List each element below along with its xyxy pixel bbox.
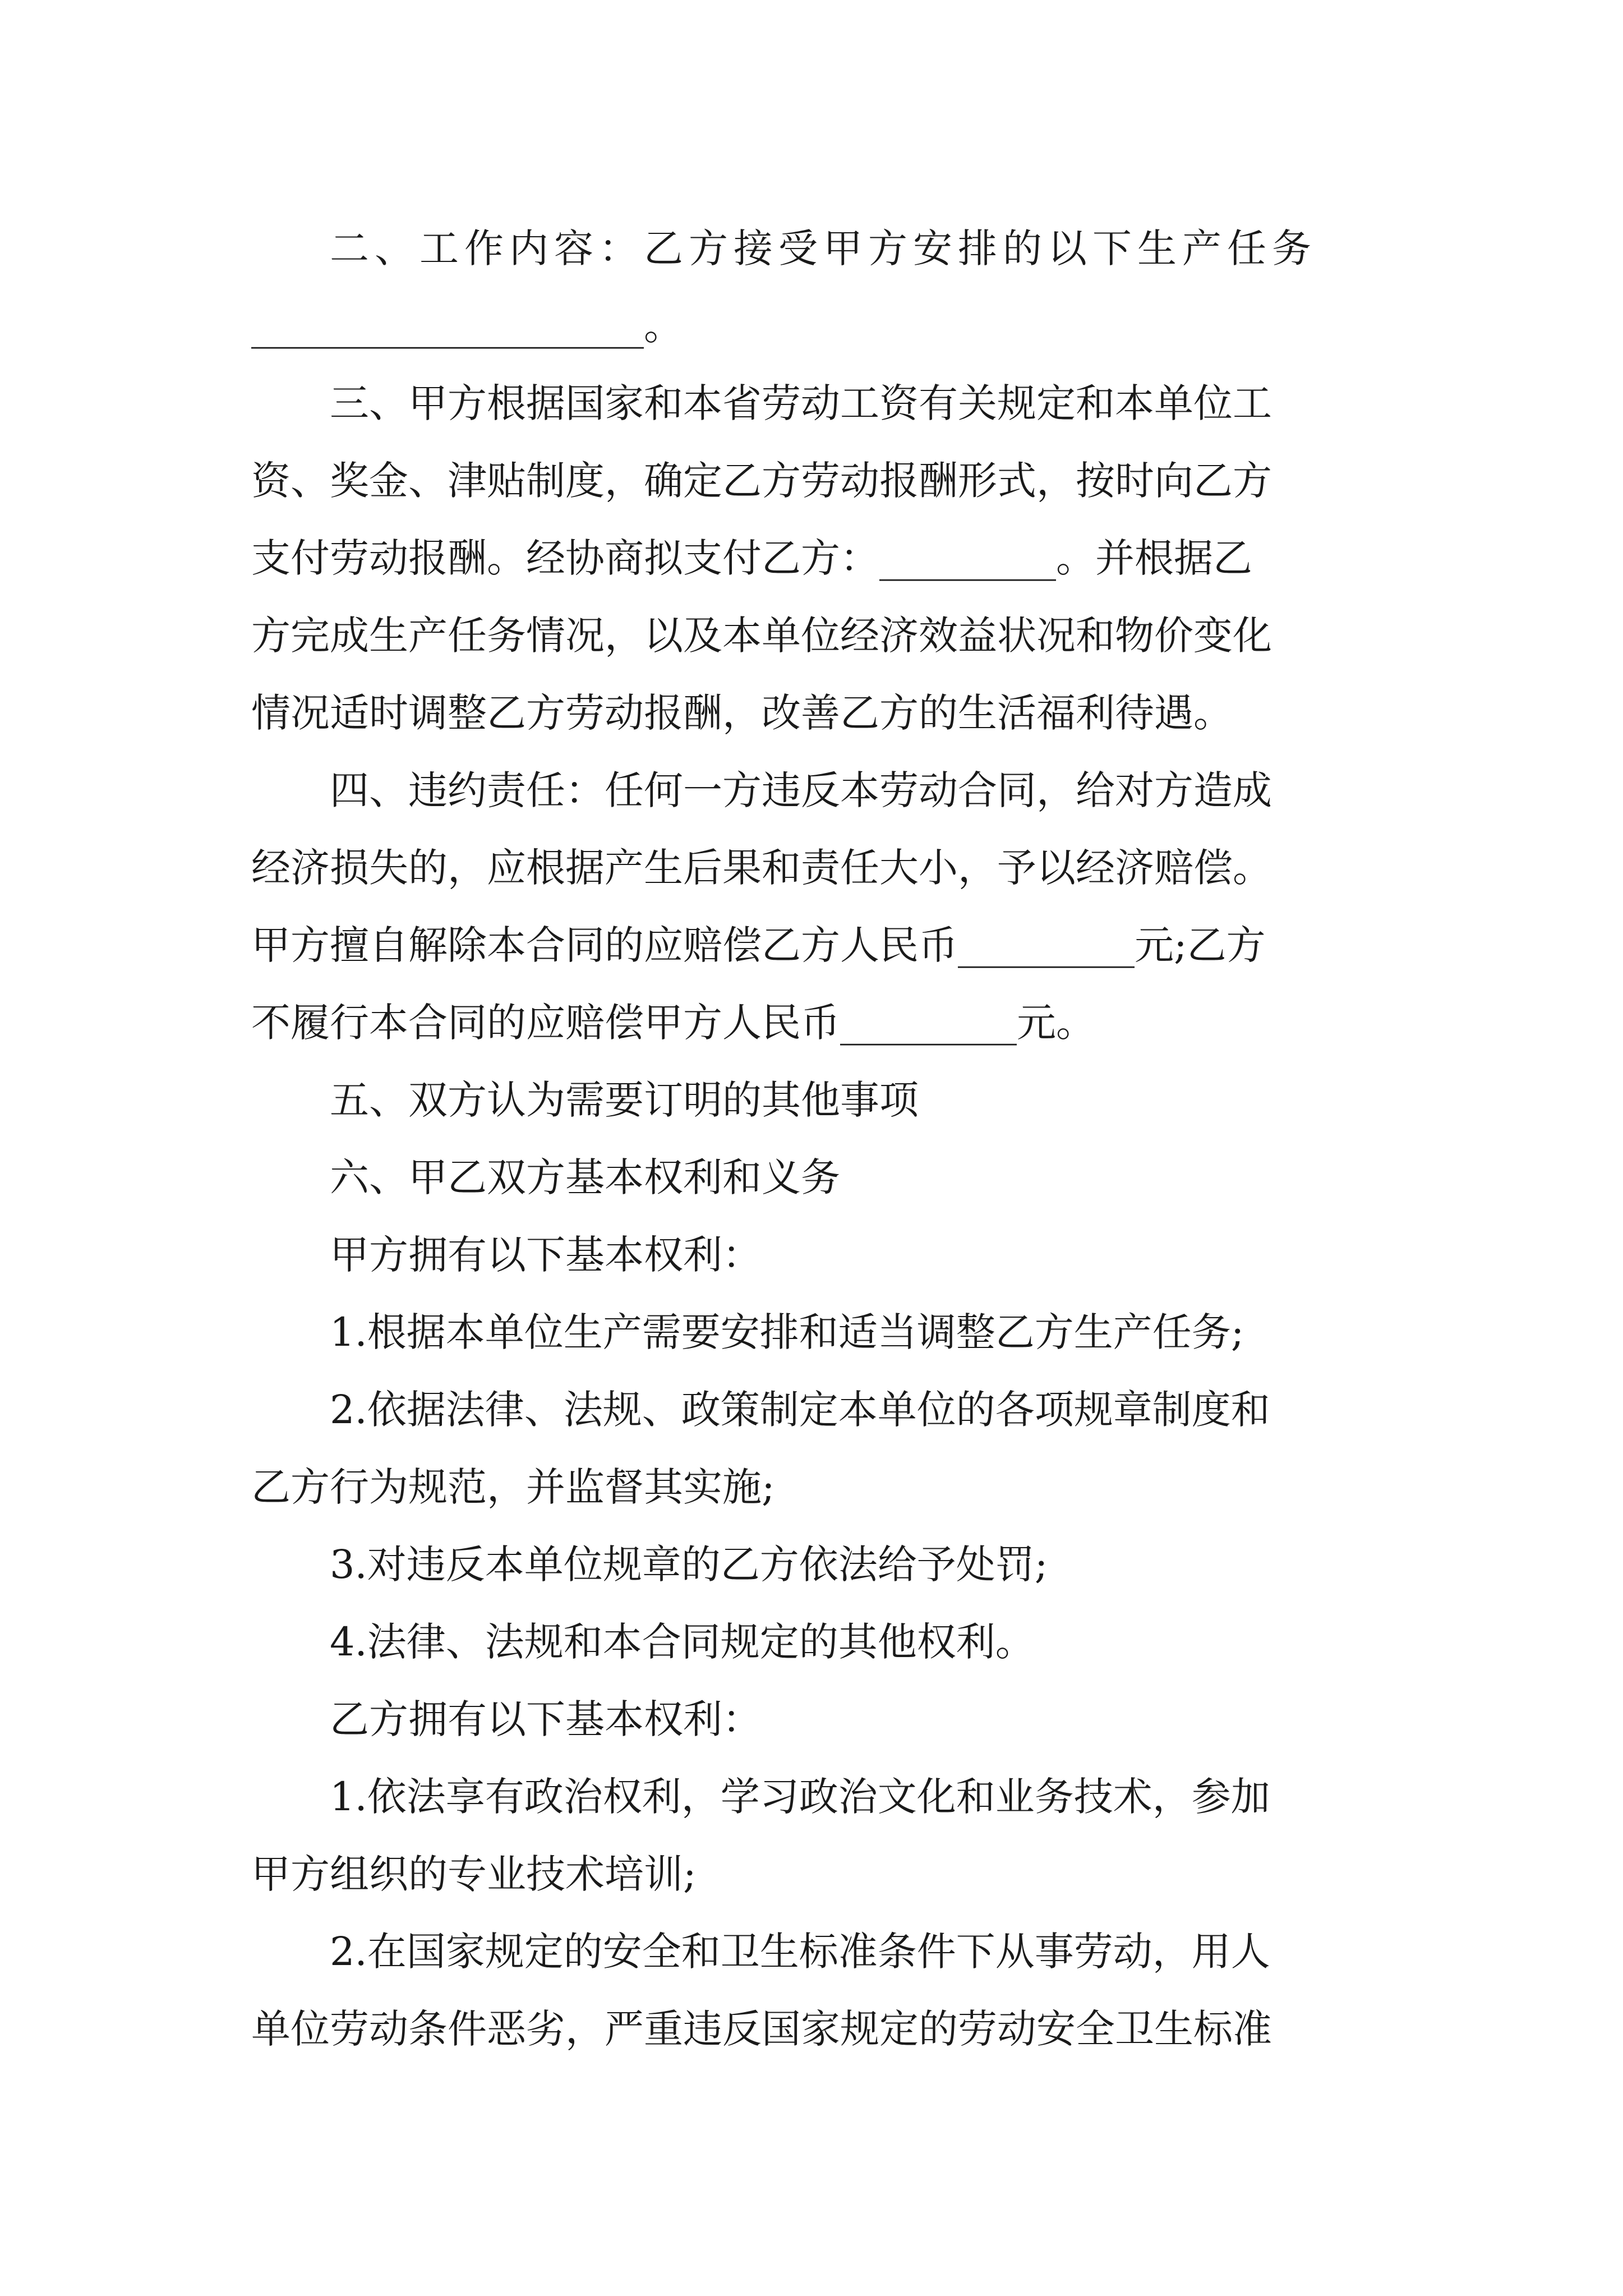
clause-5-heading: 五、双方认为需要订明的其他事项 [330, 1077, 919, 1123]
party-b-right-2-line-2: 单位劳动条件恶劣，严重违反国家规定的劳动安全卫生标准 [251, 2006, 1272, 2052]
clause-4-line-3: 甲方擅自解除本合同的应赔偿乙方人民币_________元;乙方 [251, 922, 1266, 968]
clause-4-line-1: 四、违约责任：任何一方违反本劳动合同，给对方造成 [330, 767, 1272, 813]
clause-2-work-content: 二、工作内容：乙方接受甲方安排的以下生产任务 [330, 226, 1317, 272]
party-a-right-2-line-2: 乙方行为规范，并监督其实施; [251, 1464, 775, 1510]
clause-4-line-2: 经济损失的，应根据产生后果和责任大小，予以经济赔偿。 [251, 845, 1272, 891]
clause-6-heading: 六、甲乙双方基本权利和义务 [330, 1154, 840, 1200]
party-a-right-2-line-1: 2.依据法律、法规、政策制定本单位的各项规章制度和 [330, 1387, 1270, 1433]
clause-3-line-2: 资、奖金、津贴制度，确定乙方劳动报酬形式，按时向乙方 [251, 458, 1272, 504]
clause-3-line-4: 方完成生产任务情况，以及本单位经济效益状况和物价变化 [251, 613, 1272, 659]
party-a-right-3: 3.对违反本单位规章的乙方依法给予处罚; [330, 1542, 1048, 1588]
party-b-right-1-line-1: 1.依法享有政治权利，学习政治文化和业务技术，参加 [330, 1774, 1270, 1820]
party-a-right-1: 1.根据本单位生产需要安排和适当调整乙方生产任务; [330, 1309, 1244, 1355]
clause-4-line-4: 不履行本合同的应赔偿甲方人民币_________元。 [251, 1000, 1095, 1046]
clause-3-line-1: 三、甲方根据国家和本省劳动工资有关规定和本单位工 [330, 380, 1272, 426]
party-b-right-1-line-2: 甲方组织的专业技术培训; [251, 1851, 697, 1897]
clause-3-line-3: 支付劳动报酬。经协商拟支付乙方：_________。并根据乙 [251, 535, 1252, 581]
party-a-right-4: 4.法律、法规和本合同规定的其他权利。 [330, 1619, 1035, 1665]
party-a-rights-heading: 甲方拥有以下基本权利： [330, 1232, 762, 1278]
party-b-rights-heading: 乙方拥有以下基本权利： [330, 1696, 762, 1742]
party-b-right-2-line-1: 2.在国家规定的安全和卫生标准条件下从事劳动，用人 [330, 1929, 1270, 1975]
clause-2-blank-line: ____________________。 [251, 303, 683, 349]
clause-3-line-5: 情况适时调整乙方劳动报酬，改善乙方的生活福利待遇。 [251, 690, 1233, 736]
